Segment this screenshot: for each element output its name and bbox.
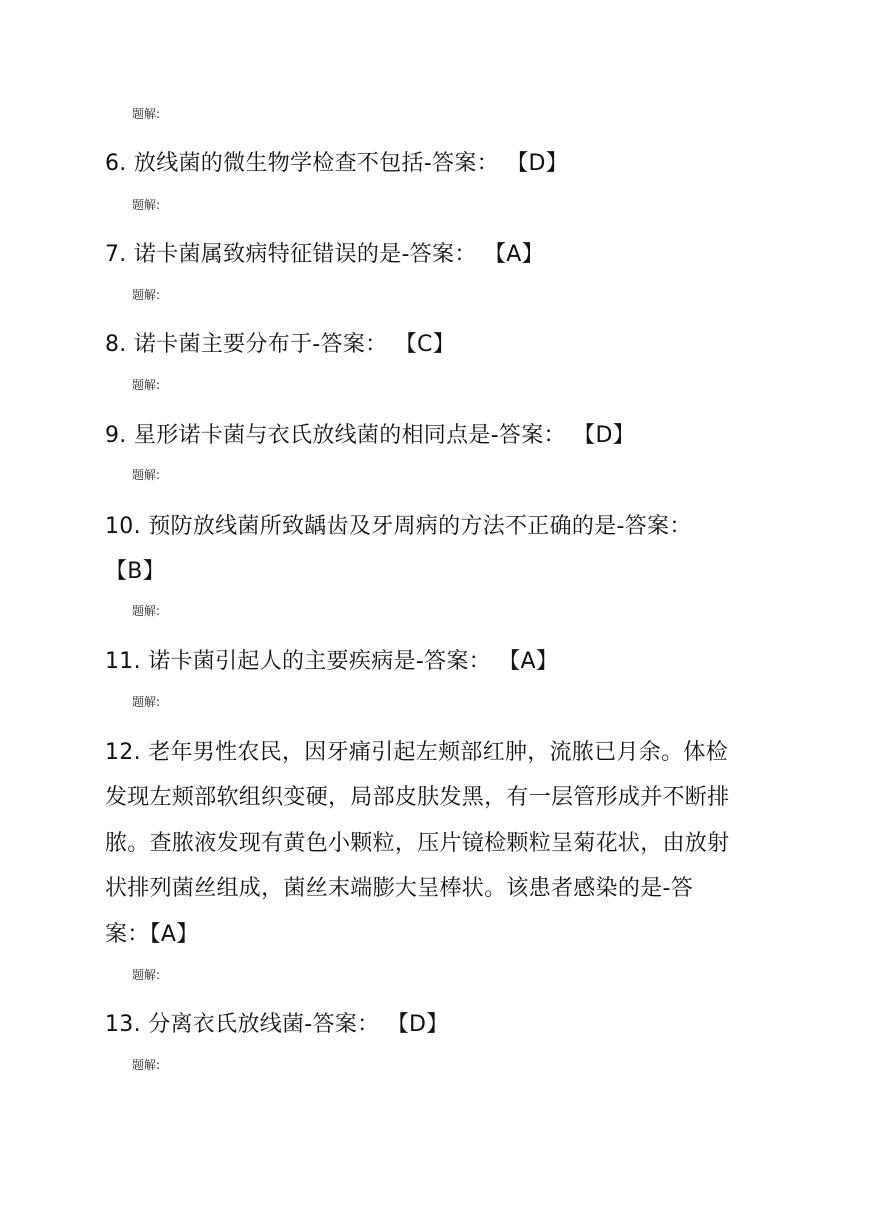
question-11 — [105, 646, 558, 678]
question-number: 10. — [105, 514, 141, 539]
question-answer: 【A】 — [498, 649, 559, 674]
question-number: 6. — [105, 151, 127, 176]
question-answer: 【D】 — [386, 1012, 449, 1037]
question-answer: 【A】 — [149, 922, 199, 947]
explanation-label: 题解: — [132, 604, 161, 618]
question-answer: 【B】 — [105, 559, 165, 584]
question-7 — [105, 239, 544, 271]
question-answer: 【C】 — [394, 332, 455, 357]
question-number: 12. — [105, 740, 141, 765]
question-answer: 【D】 — [506, 151, 569, 176]
question-12-line-5 — [105, 919, 199, 951]
question-10 — [105, 511, 692, 543]
question-stem: 星形诺卡菌与衣氏放线菌的相同点是-答案： — [133, 423, 566, 448]
question-12-line-3 — [105, 828, 729, 860]
question-10-answer-line — [105, 556, 165, 588]
explanation-label: 题解: — [132, 107, 161, 121]
question-number: 13. — [105, 1012, 141, 1037]
question-stem: 预防放线菌所致龋齿及牙周病的方法不正确的是-答案： — [148, 514, 692, 539]
question-12-line-2 — [105, 782, 729, 814]
question-stem: 案： — [105, 922, 150, 947]
explanation-label: 题解: — [132, 468, 161, 482]
question-stem: 放线菌的微生物学检查不包括-答案： — [133, 151, 499, 176]
question-answer: 【A】 — [483, 242, 544, 267]
question-stem: 诺卡菌引起人的主要疾病是-答案： — [148, 649, 491, 674]
explanation-label: 题解: — [132, 1058, 161, 1072]
question-stem: 发现左颊部软组织变硬，局部皮肤发黑，有一层管形成并不断排 — [105, 785, 730, 810]
question-number: 9. — [105, 423, 127, 448]
question-stem: 诺卡菌属致病特征错误的是-答案： — [133, 242, 477, 267]
question-number: 7. — [105, 242, 127, 267]
question-stem: 脓。查脓液发现有黄色小颗粒，压片镜检颗粒呈菊花状，由放射 — [105, 831, 730, 856]
question-stem: 状排列菌丝组成，菌丝末端膨大呈棒状。该患者感染的是-答 — [105, 876, 694, 901]
question-stem: 分离衣氏放线菌-答案： — [148, 1012, 380, 1037]
question-answer: 【D】 — [573, 423, 635, 448]
explanation-label: 题解: — [132, 378, 161, 392]
question-9 — [105, 420, 635, 452]
question-12-line-1 — [105, 737, 728, 769]
question-number: 11. — [105, 649, 141, 674]
question-stem: 诺卡菌主要分布于-答案： — [133, 332, 388, 357]
explanation-label: 题解: — [132, 288, 161, 302]
question-12-line-4 — [105, 873, 693, 905]
question-13 — [105, 1009, 449, 1041]
question-stem: 老年男性农民，因牙痛引起左颊部红肿，流脓已月余。体检 — [148, 740, 728, 765]
explanation-label: 题解: — [132, 198, 161, 212]
question-number: 8. — [105, 332, 127, 357]
explanation-label: 题解: — [132, 968, 161, 982]
question-8 — [105, 329, 455, 361]
explanation-label: 题解: — [132, 695, 161, 709]
question-6 — [105, 148, 568, 180]
